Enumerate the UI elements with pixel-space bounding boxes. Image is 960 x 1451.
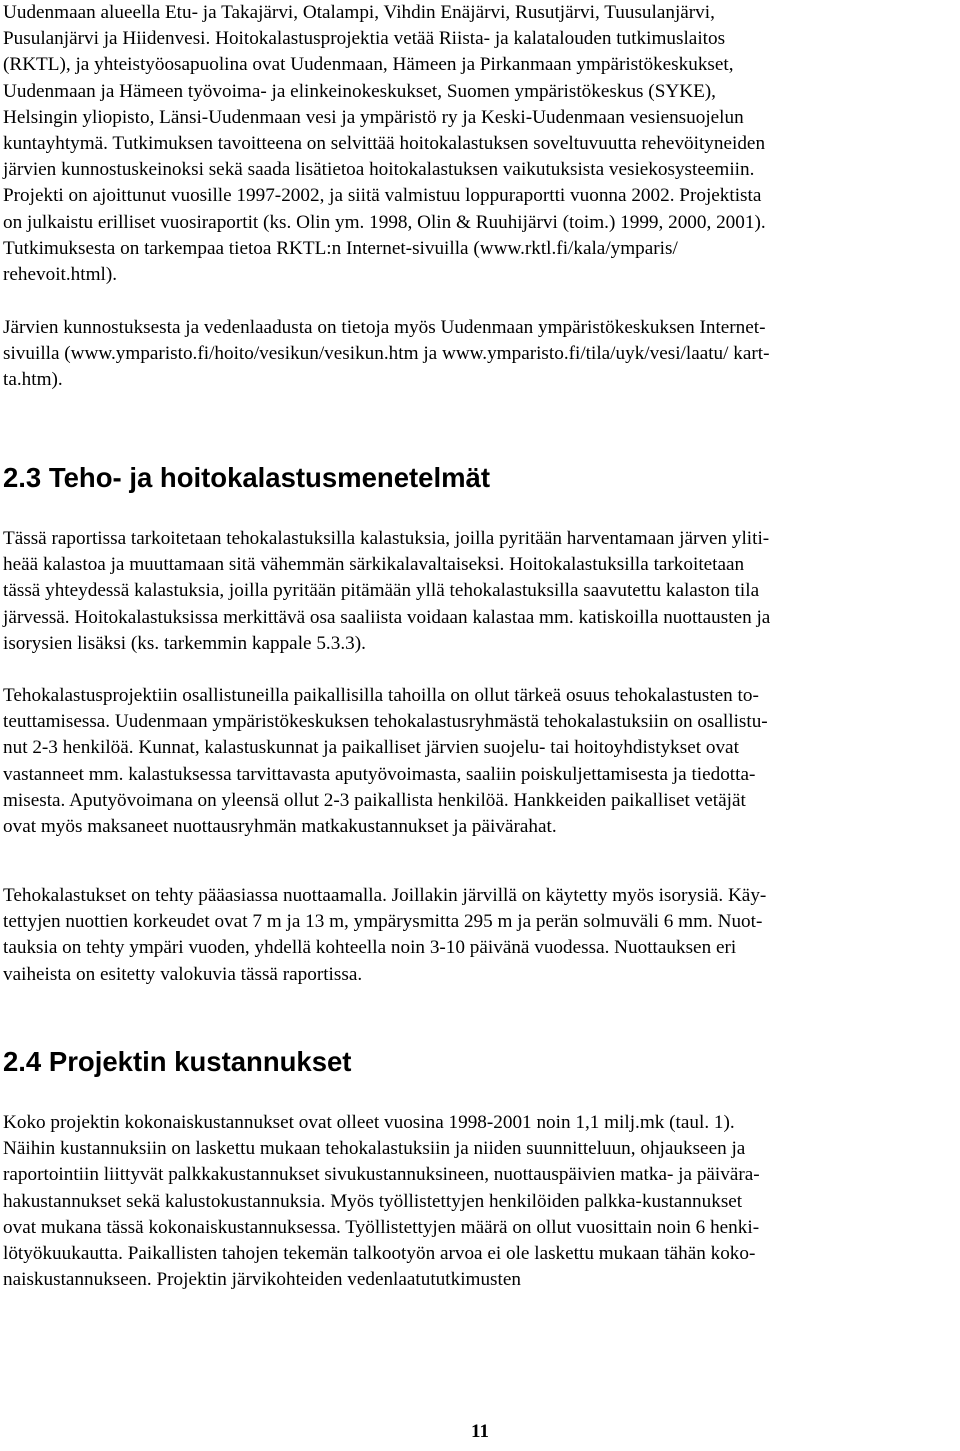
text-line: ovat myös maksaneet nuottausryhmän matkakustannukset ja päivärahat. bbox=[3, 816, 557, 838]
text-line: Koko projektin kokonaiskustannukset ovat olleet vuosina 1998-2001 noin 1,1 milj.mk (taul. 1). bbox=[3, 1112, 735, 1133]
text-line: vaiheista on esitetty valokuvia tässä raportissa. bbox=[3, 963, 363, 985]
section-heading-2-3: 2.3 Teho- ja hoitokalastusmenetelmät bbox=[3, 462, 490, 493]
lake-info-paragraph bbox=[3, 315, 957, 394]
text-line: lötyökuukautta. Paikallisten tahojen tekemän talkootyön arvoa ei ole laskettu mukaan tähän koko- bbox=[3, 1243, 756, 1265]
text-line: Näihin kustannuksiin on laskettu mukaan tehokalastuksiin ja niiden suunnitteluun, ohjaukseen ja bbox=[3, 1138, 746, 1160]
text-line: Tehokalastusprojektiin osallistuneilla paikallisilla tahoilla on ollut tärkeä osuus tehokalastusten to- bbox=[3, 685, 759, 706]
text-line: järvien kunnostuskeinoksi sekä saada lisätietoa hoitokalastuksen vaikutuksista vesiekosysteemiin. bbox=[3, 159, 755, 181]
text-line: misesta. Aputyövoimana on yleensä ollut 2-3 paikallista henkilöä. Hankkeiden paikalliset vetäjät bbox=[3, 789, 746, 811]
text-line: ta.htm). bbox=[3, 369, 63, 391]
text-line: tettyjen nuottien korkeudet ovat 7 m ja 13 m, ympärysmitta 295 m ja perän solmuväli 6 mm. Nuot- bbox=[3, 911, 763, 933]
section-2-3-paragraph-2 bbox=[3, 683, 957, 840]
text-line: Järvien kunnostuksesta ja vedenlaadusta on tietoja myös Uudenmaan ympäristökeskuksen Internet- bbox=[3, 317, 766, 338]
text-line: rehevoit.html). bbox=[3, 264, 118, 286]
text-line: sivuilla (www.ymparisto.fi/hoito/vesikun/vesikun.htm ja www.ymparisto.fi/tila/uyk/vesi/laatu/ kart- bbox=[3, 343, 770, 365]
text-line: raportointiin liittyvät palkkakustannukset sivukustannuksineen, nuottauspäivien matka- ja päivära- bbox=[3, 1164, 760, 1186]
text-line: tauksia on tehty ympäri vuoden, yhdellä kohteella noin 3-10 päivänä vuodessa. Nuottauksen eri bbox=[3, 937, 737, 959]
text-line: Tutkimuksesta on tarkempaa tietoa RKTL:n Internet-sivuilla (www.rktl.fi/kala/ymparis/ bbox=[3, 237, 678, 259]
text-line: Uudenmaan ja Hämeen työvoima- ja elinkeinokeskukset, Suomen ympäristökeskus (SYKE), bbox=[3, 80, 716, 102]
text-line: naiskustannukseen. Projektin järvikohteiden vedenlaatututkimusten bbox=[3, 1269, 521, 1291]
text-line: isorysien lisäksi (ks. tarkemmin kappale 5.3.3). bbox=[3, 632, 366, 654]
text-line: kuntayhtymä. Tutkimuksen tavoitteena on selvittää hoitokalastuksen soveltuvuutta rehevöityneiden bbox=[3, 133, 766, 155]
text-line: Projekti on ajoittunut vuosille 1997-2002, ja siitä valmistuu loppuraportti vuonna 2002. Projektista bbox=[3, 185, 762, 207]
text-line: teuttamisessa. Uudenmaan ympäristökeskuksen tehokalastusryhmästä tehokalastuksiin on osallistu- bbox=[3, 711, 768, 733]
section-heading-2-4: 2.4 Projektin kustannukset bbox=[3, 1046, 352, 1077]
text-line: on julkaistu erilliset vuosiraportit (ks. Olin ym. 1998, Olin & Ruuhijärvi (toim.) 1999, 2000, 2001). bbox=[3, 211, 766, 233]
text-line: heää kalastoa ja muuttamaan sitä vähemmän särkikalavaltaiseksi. Hoitokalastuksilla tarkoitetaan bbox=[3, 554, 745, 576]
text-line: Helsingin yliopisto, Länsi-Uudenmaan vesi ja ympäristö ry ja Keski-Uudenmaan vesiensuojelun bbox=[3, 106, 744, 128]
section-2-4-paragraph-1 bbox=[3, 1110, 957, 1293]
text-line: hakustannukset sekä kalustokustannuksia. Myös työllistettyjen henkilöiden palkka-kustannukset bbox=[3, 1190, 743, 1212]
text-line: Uudenmaan alueella Etu- ja Takajärvi, Otalampi, Vihdin Enäjärvi, Rusutjärvi, Tuusulanjärvi, bbox=[3, 2, 715, 23]
intro-paragraph bbox=[3, 0, 957, 288]
text-line: Tehokalastukset on tehty pääasiassa nuottaamalla. Joillakin järvillä on käytetty myös isorysiä. Käy- bbox=[3, 885, 767, 906]
text-line: Pusulanjärvi ja Hiidenvesi. Hoitokalastusprojektia vetää Riista- ja kalatalouden tutkimuslaitos bbox=[3, 28, 726, 50]
text-line: Tässä raportissa tarkoitetaan tehokalastuksilla kalastuksia, joilla pyritään harventamaan järven yliti- bbox=[3, 528, 770, 549]
page-number: 11 bbox=[471, 1421, 489, 1442]
text-line: tässä yhteydessä kalastuksia, joilla pyritään pitämään yllä tehokalastuksilla saavutettu kalaston tila bbox=[3, 580, 760, 602]
text-line: järvessä. Hoitokalastuksissa merkittävä osa saaliista voidaan kalastaa mm. katiskoilla nuottausten ja bbox=[3, 606, 771, 628]
text-line: vastanneet mm. kalastuksessa tarvittavasta aputyövoimasta, saaliin poiskuljettamisesta ja tiedotta- bbox=[3, 763, 756, 785]
text-line: (RKTL), ja yhteistyöosapuolina ovat Uudenmaan, Hämeen ja Pirkanmaan ympäristökeskukset, bbox=[3, 54, 734, 76]
section-2-3-paragraph-1 bbox=[3, 526, 957, 657]
section-2-3-paragraph-3 bbox=[3, 883, 957, 988]
text-line: ovat mukana tässä kokonaiskustannuksessa. Työllistettyjen määrä on ollut vuosittain noin 6 henki- bbox=[3, 1216, 760, 1238]
text-line: nut 2-3 henkilöä. Kunnat, kalastuskunnat ja paikalliset järvien suojelu- tai hoitoyhdistykset ovat bbox=[3, 737, 739, 759]
